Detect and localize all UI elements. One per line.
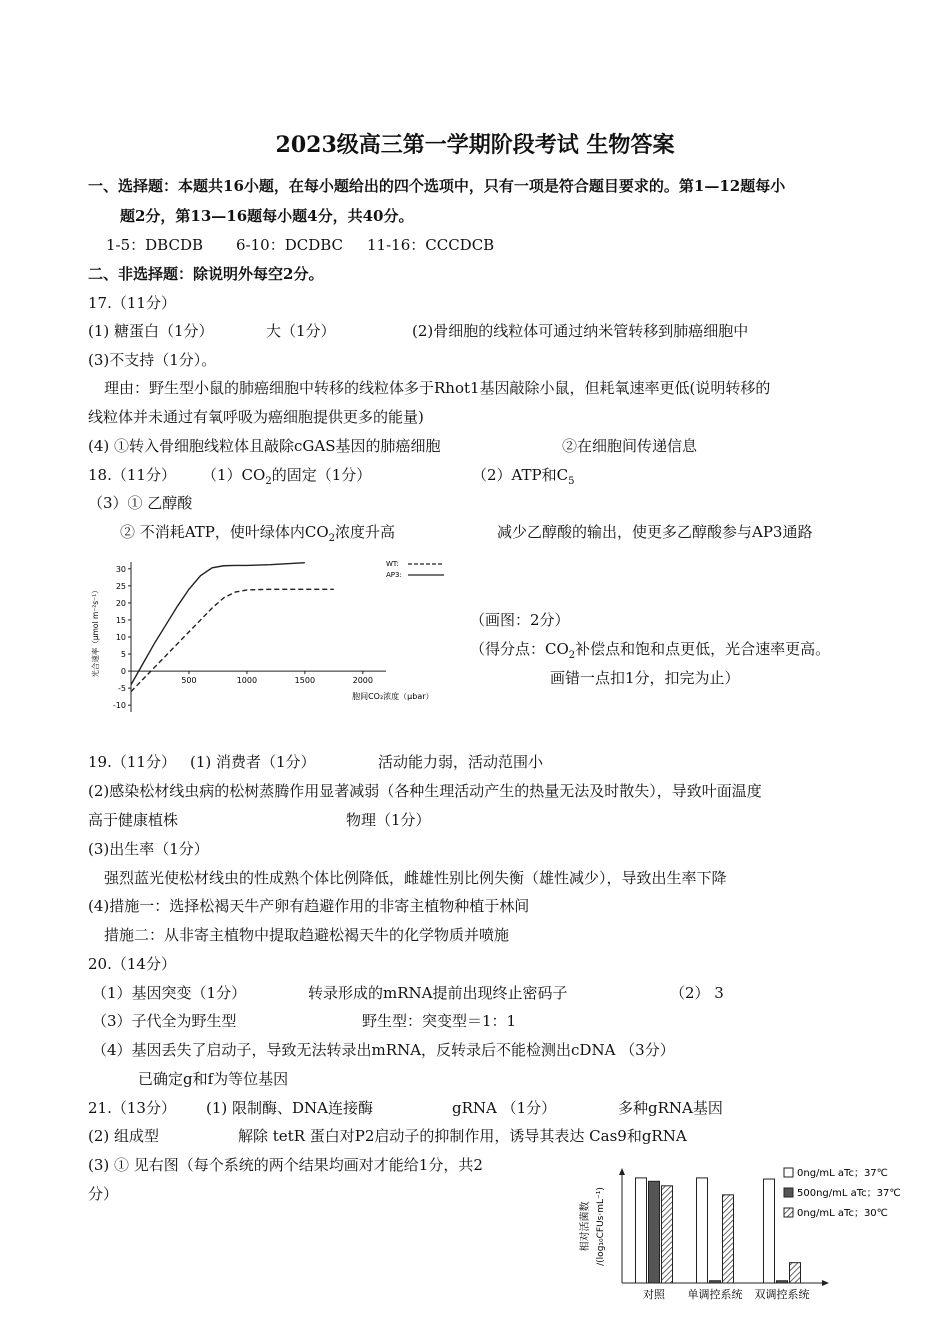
bar xyxy=(710,1281,721,1283)
q19-answer-1b: 活动能力弱，活动范围小 xyxy=(378,753,544,771)
x-tick-label: 1000 xyxy=(236,676,258,686)
category-label: 双调控系统 xyxy=(754,1288,810,1301)
bar xyxy=(790,1263,801,1283)
q18-answer-3-1: （3）① 乙醇酸 xyxy=(88,494,193,512)
section1-instructions-cont: 题2分，第13—16题每小题4分，共40分。 xyxy=(120,207,414,225)
q20-answer-1a: （1）基因突变（1分） xyxy=(92,984,247,1002)
bar xyxy=(764,1179,775,1283)
y-axis-label: 相对活菌数 xyxy=(580,1201,591,1252)
q20-answer-4: （4）基因丢失了启动子，导致无法转录出mRNA，反转录后不能检测出cDNA （3分） xyxy=(92,1041,675,1059)
q21-answer-1c: 多种gRNA基因 xyxy=(618,1099,723,1117)
x-tick-label: 500 xyxy=(181,676,197,686)
y-axis-label: 光合速率（μmol m⁻²s⁻¹） xyxy=(91,586,100,678)
legend-label: 0ng/mL aTc；30℃ xyxy=(797,1208,888,1219)
photosynthesis-chart xyxy=(86,552,546,732)
y-axis-unit: /(log₁₀CFUs·mL⁻¹) xyxy=(596,1187,606,1266)
category-label: 单调控系统 xyxy=(687,1288,743,1301)
q21-answer-1b: gRNA （1分） xyxy=(452,1099,557,1117)
y-tick-label: 10 xyxy=(115,633,126,642)
bar xyxy=(697,1178,708,1283)
q20-answer-4-cont: 已确定g和f为等位基因 xyxy=(138,1070,289,1088)
q17-answer-4a: (4) ①转入骨细胞线粒体且敲除cGAS基因的肺癌细胞 xyxy=(88,437,441,455)
bar xyxy=(723,1195,734,1283)
q18-heading: 18.（11分） xyxy=(88,466,176,484)
legend-label: 500ng/mL aTc；37℃ xyxy=(797,1188,901,1199)
legend-swatch xyxy=(784,1168,793,1177)
q18-answer-1: $(1)CO_2$的固定（1分） xyxy=(202,466,372,487)
q17-answer-1a: (1) 糖蛋白（1分） xyxy=(88,322,214,340)
legend-label: WT: xyxy=(386,560,399,568)
x-axis-label: 胞间CO₂浓度（μbar） xyxy=(352,692,434,702)
y-tick-label: 25 xyxy=(115,581,126,591)
section2-heading: 二、非选择题：除说明外每空2分。 xyxy=(88,265,324,283)
q19-answer-3: (3)出生率（1分） xyxy=(88,840,209,858)
q19-answer-1a: (1) 消费者（1分） xyxy=(190,753,316,771)
q17-answer-2: (2)骨细胞的线粒体可通过纳米管转移到肺癌细胞中 xyxy=(412,322,749,340)
q20-answer-1b: 转录形成的mRNA提前出现终止密码子 xyxy=(308,984,568,1002)
y-axis-arrow xyxy=(619,1168,625,1175)
q17-reason-cont: 线粒体并未通过有氧呼吸为癌细胞提供更多的能量) xyxy=(88,408,424,426)
legend-label: AP3: xyxy=(386,571,402,579)
q20-heading: 20.（14分） xyxy=(88,955,176,973)
y-tick-label: -5 xyxy=(118,684,126,694)
mc-answers-1-5: 1-5：DBCDB xyxy=(106,236,204,254)
section1-instructions: 一、选择题：本题共16小题，在每小题给出的四个选项中，只有一项是符合题目要求的。第1—12题每小 xyxy=(88,177,786,195)
y-tick-label: 5 xyxy=(120,650,126,660)
q17-answer-4b: ②在细胞间传递信息 xyxy=(562,437,698,455)
q21-answer-1a: (1) 限制酶、DNA连接酶 xyxy=(206,1099,374,1117)
bar xyxy=(636,1178,647,1283)
q19-answer-4-measure1: (4)措施一：选择松褐天牛产卵有趋避作用的非寄主植物种植于林间 xyxy=(88,897,530,915)
q17-answer-3: (3)不支持（1分）。 xyxy=(88,351,217,369)
q18-graph-criteria-cont: 画错一点扣1分，扣完为止） xyxy=(550,669,740,687)
legend-swatch xyxy=(784,1208,793,1217)
q17-answer-1b: 大（1分） xyxy=(266,322,336,340)
q19-answer-2-cont: 高于健康植株 xyxy=(88,811,179,829)
page-title: 2023级高三第一学期阶段考试 生物答案 xyxy=(275,132,675,158)
q17-heading: 17.（11分） xyxy=(88,294,176,312)
legend-label: 0ng/mL aTc；37℃ xyxy=(797,1168,888,1179)
bacteria-count-chart xyxy=(572,1160,917,1320)
q18-answer-3-3: 减少乙醇酸的输出，使更多乙醇酸参与AP3通路 xyxy=(497,523,813,541)
q20-answer-2: （2） 3 xyxy=(670,984,724,1002)
x-axis-arrow xyxy=(822,1280,829,1286)
q21-answer-3: (3) ① 见右图（每个系统的两个结果均画对才能给1分，共2 xyxy=(88,1156,483,1174)
y-tick-label: 30 xyxy=(115,564,126,574)
q17-reason: 理由：野生型小鼠的肺癌细胞中转移的线粒体多于Rhot1基因敲除小鼠，但耗氧速率更低(说明转移的 xyxy=(104,379,771,397)
q21-answer-2b: 解除 tetR 蛋白对P2启动子的抑制作用，诱导其表达 Cas9和gRNA xyxy=(238,1127,687,1145)
q19-answer-2: (2)感染松材线虫病的松树蒸腾作用显著减弱（各种生理活动产生的热量无法及时散失），导致叶面温度 xyxy=(88,782,762,800)
q18-answer-2: （2）ATP和$C_5$ xyxy=(472,466,575,487)
mc-answers-6-10: 6-10：DCDBC xyxy=(236,236,344,254)
q19-answer-4-measure2: 措施二：从非寄主植物中提取趋避松褐天牛的化学物质并喷施 xyxy=(104,926,510,944)
q20-answer-3a: （3）子代全为野生型 xyxy=(92,1012,237,1030)
mc-answers-11-16: 11-16：CCCDCB xyxy=(367,236,495,254)
q21-answer-3-cont: 分） xyxy=(88,1185,119,1203)
q19-answer-2b: 物理（1分） xyxy=(346,811,431,829)
category-label: 对照 xyxy=(643,1288,665,1301)
bar xyxy=(777,1281,788,1283)
x-tick-label: 1500 xyxy=(294,676,316,686)
y-tick-label: -10 xyxy=(112,701,126,711)
x-tick-label: 2000 xyxy=(352,676,373,686)
q21-answer-2a: (2) 组成型 xyxy=(88,1127,160,1145)
legend-swatch xyxy=(784,1188,793,1197)
bar xyxy=(649,1181,660,1283)
y-tick-label: 15 xyxy=(115,615,126,625)
q18-graph-score: （画图：2分） xyxy=(470,611,570,629)
q19-answer-3-reason: 强烈蓝光使松材线虫的性成熟个体比例降低，雌雄性别比例失衡（雄性减少），导致出生率下降 xyxy=(104,869,727,887)
q21-heading: 21.（13分） xyxy=(88,1099,176,1117)
q19-heading: 19.（11分） xyxy=(88,753,176,771)
series-line-ap3 xyxy=(131,563,305,685)
q20-answer-3b: 野生型：突变型＝1：1 xyxy=(362,1012,517,1030)
bar xyxy=(662,1186,673,1283)
y-tick-label: 20 xyxy=(115,598,126,608)
q18-graph-criteria: （得分点：$CO_2$补偿点和饱和点更低，光合速率更高。 xyxy=(470,640,831,661)
y-tick-label: 0 xyxy=(120,667,126,677)
q18-answer-3-2: ② 不消耗ATP，使叶绿体内$CO_2$浓度升高 xyxy=(120,523,396,544)
